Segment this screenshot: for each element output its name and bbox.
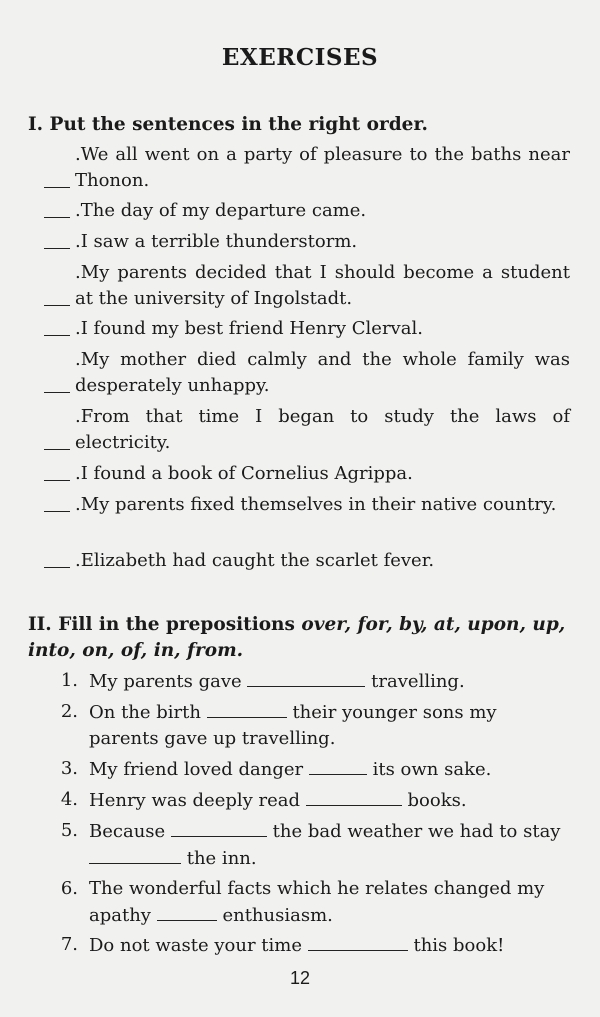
answer-blank <box>42 492 75 518</box>
sentence-text: .I found a book of Cornelius Agrippa. <box>75 463 413 484</box>
answer-blank <box>157 902 217 921</box>
item-number: 2. <box>60 701 78 722</box>
answer-blank <box>207 699 287 718</box>
fill-item-2 <box>44 699 566 752</box>
section-2-heading <box>28 612 573 664</box>
item-text-after: its own sake. <box>372 759 492 780</box>
ordering-item-2 <box>42 198 570 224</box>
sentence-text: .My mother died calmly and the whole family was desperately unhappy. <box>75 349 570 396</box>
sentence-text: .I found my best friend Henry Clerval. <box>75 318 423 339</box>
sentence-text: .I saw a terrible thunderstorm. <box>75 231 358 252</box>
item-text-after: this book! <box>413 935 505 956</box>
answer-blank <box>247 668 365 687</box>
sentence-text: .My parents decided that I should become a student at the university of Ingolstadt. <box>75 262 570 309</box>
fill-item-1 <box>44 668 566 695</box>
answer-blank <box>89 845 181 864</box>
ordering-item-5 <box>42 316 570 342</box>
ordering-item-8 <box>42 461 570 487</box>
item-text-before: My friend loved danger <box>89 759 304 780</box>
fill-item-7 <box>44 932 566 959</box>
item-number: 7. <box>60 934 78 955</box>
item-text-before: Do not waste your time <box>89 935 302 956</box>
ordering-item-10 <box>42 548 570 574</box>
ordering-item-1 <box>42 142 570 194</box>
answer-blank <box>42 347 75 399</box>
item-text-after: travelling. <box>371 671 465 692</box>
sentence-text: .We all went on a party of pleasure to the baths near Thonon. <box>75 144 570 191</box>
item-number: 6. <box>60 878 78 899</box>
item-number: 4. <box>60 789 78 810</box>
answer-blank <box>42 229 75 255</box>
item-text-before: The wonderful facts which he relates changed my apathy <box>89 878 545 926</box>
ordering-item-7 <box>42 404 570 456</box>
answer-blank <box>42 260 75 312</box>
item-text-before: Henry was deeply read <box>89 790 301 811</box>
sentence-text: .My parents fixed themselves in their native country. <box>75 494 557 515</box>
ordering-item-6 <box>42 347 570 399</box>
item-text-before: My parents gave <box>89 671 242 692</box>
page-number: 12 <box>289 968 311 988</box>
answer-blank <box>171 818 267 837</box>
answer-blank <box>308 932 408 951</box>
answer-blank <box>42 142 75 194</box>
section-2-preposition-list: over, for, by, at, upon, up, into, on, of, in, from. <box>28 614 566 661</box>
sentence-text: .Elizabeth had caught the scarlet fever. <box>75 550 435 571</box>
section-2-heading-prefix: II. Fill in the prepositions <box>28 614 302 635</box>
item-text-before: On the birth <box>89 702 201 723</box>
sentence-text: .The day of my departure came. <box>75 200 367 221</box>
item-number: 5. <box>60 820 78 841</box>
fill-item-4 <box>44 787 566 814</box>
answer-blank <box>42 316 75 342</box>
item-text-after: enthusiasm. <box>222 905 333 926</box>
sentence-text: .From that time I began to study the laws of electricity. <box>75 406 570 453</box>
answer-blank <box>42 198 75 224</box>
item-text-after: the inn. <box>186 848 257 869</box>
fill-item-5 <box>44 818 566 872</box>
answer-blank <box>42 461 75 487</box>
item-text-middle: the bad weather we had to stay <box>272 821 561 842</box>
ordering-item-3 <box>42 229 570 255</box>
answer-blank <box>306 787 402 806</box>
answer-blank <box>42 548 75 574</box>
ordering-item-4 <box>42 260 570 312</box>
ordering-item-9 <box>42 492 570 518</box>
answer-blank <box>309 756 367 775</box>
item-number: 3. <box>60 758 78 779</box>
item-text-before: Because <box>89 821 166 842</box>
fill-item-6 <box>44 876 566 929</box>
item-text-after: books. <box>407 790 467 811</box>
section-1-heading: I. Put the sentences in the right order. <box>28 114 428 135</box>
item-text-after: their younger sons my parents gave up travelling. <box>89 702 497 749</box>
item-number: 1. <box>60 670 78 691</box>
fill-item-3 <box>44 756 566 783</box>
answer-blank <box>42 404 75 456</box>
page-title: EXERCISES <box>221 44 379 71</box>
